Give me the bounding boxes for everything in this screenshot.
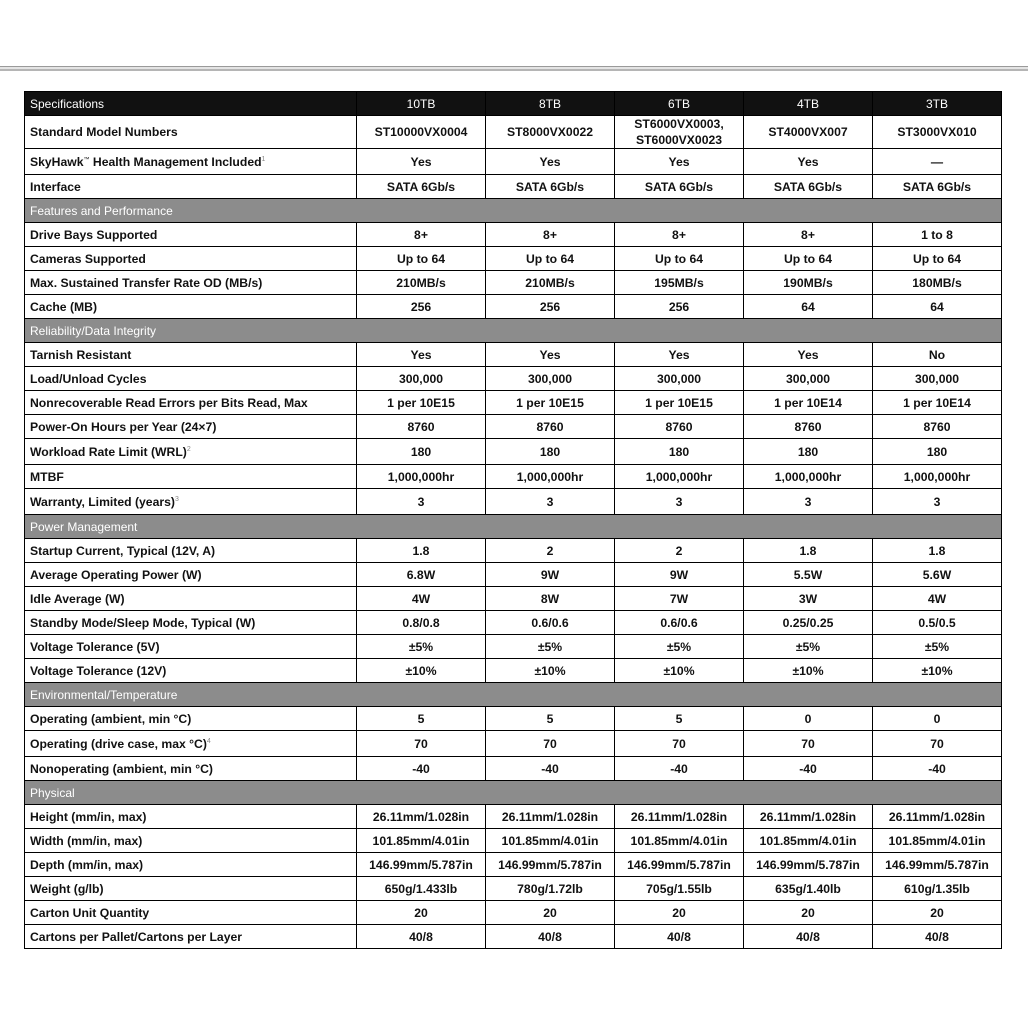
cell-value: 40/8	[873, 925, 1002, 949]
cell-value: 180	[357, 439, 486, 465]
cell-value: 210MB/s	[357, 271, 486, 295]
cell-value: 195MB/s	[615, 271, 744, 295]
cell-value: 256	[486, 295, 615, 319]
table-row	[25, 611, 1002, 635]
cell-value: SATA 6Gb/s	[615, 175, 744, 199]
cell-value: 20	[873, 901, 1002, 925]
cell-value: 180	[873, 439, 1002, 465]
header-row	[25, 92, 1002, 116]
cell-value: Yes	[486, 343, 615, 367]
cell-value: 146.99mm/5.787in	[873, 853, 1002, 877]
cell-value: 101.85mm/4.01in	[873, 829, 1002, 853]
label-text: Standby Mode/Sleep Mode, Typical (W)	[30, 615, 256, 630]
cell-value: Yes	[744, 149, 873, 175]
cell-value: 2	[615, 539, 744, 563]
footnote-mark: 4	[206, 737, 211, 745]
label-text: Voltage Tolerance (12V)	[30, 663, 167, 678]
row-label	[25, 925, 357, 949]
row-label	[25, 247, 357, 271]
cell-value: ±5%	[744, 635, 873, 659]
table-row	[25, 805, 1002, 829]
cell-value: 1,000,000hr	[744, 465, 873, 489]
cell-value: 5.5W	[744, 563, 873, 587]
section-header-row	[25, 515, 1002, 539]
label-text: Width (mm/in, max)	[30, 833, 143, 848]
table-row	[25, 415, 1002, 439]
cell-value: 1 per 10E15	[357, 391, 486, 415]
cell-value: 1,000,000hr	[486, 465, 615, 489]
model-line: ST6000VX0023	[635, 133, 723, 147]
row-label	[25, 539, 357, 563]
cell-value: Yes	[744, 343, 873, 367]
section-title: Power Management	[25, 515, 1002, 539]
row-label	[25, 901, 357, 925]
cell-value: 8+	[615, 223, 744, 247]
cell-value: Up to 64	[744, 247, 873, 271]
table-row	[25, 731, 1002, 757]
cell-value: 300,000	[615, 367, 744, 391]
cell-value: 1,000,000hr	[873, 465, 1002, 489]
label-text: Workload Rate Limit (WRL)	[30, 444, 187, 459]
label-text: Load/Unload Cycles	[30, 371, 147, 386]
section-title: Features and Performance	[25, 199, 1002, 223]
cell-value: 300,000	[744, 367, 873, 391]
cell-value: 8760	[357, 415, 486, 439]
cell-value: 705g/1.55lb	[615, 877, 744, 901]
cell-value: 0.8/0.8	[357, 611, 486, 635]
cell-value: 146.99mm/5.787in	[615, 853, 744, 877]
cell-value: 635g/1.40lb	[744, 877, 873, 901]
cell-value: 8W	[486, 587, 615, 611]
cell-value: 0.5/0.5	[873, 611, 1002, 635]
cell-value: 20	[744, 901, 873, 925]
cell-value: 40/8	[486, 925, 615, 949]
table-row	[25, 829, 1002, 853]
cell-value: 1.8	[744, 539, 873, 563]
cell-value: 40/8	[357, 925, 486, 949]
capacity-3tb: 3TB	[873, 92, 1002, 116]
footnote-mark: 3	[174, 495, 179, 503]
row-label	[25, 367, 357, 391]
cell-value: 8760	[744, 415, 873, 439]
row-label	[25, 563, 357, 587]
cell-value: ST10000VX0004	[357, 116, 486, 149]
cell-value: 1 per 10E14	[744, 391, 873, 415]
cell-value: 1 per 10E15	[615, 391, 744, 415]
label-text: Voltage Tolerance (5V)	[30, 639, 160, 654]
cell-value: 26.11mm/1.028in	[744, 805, 873, 829]
cell-value: 9W	[615, 563, 744, 587]
cell-value: 1.8	[357, 539, 486, 563]
table-row	[25, 391, 1002, 415]
cell-value: 0	[873, 707, 1002, 731]
table-row	[25, 489, 1002, 515]
cell-value: 5	[357, 707, 486, 731]
cell-value: ±5%	[615, 635, 744, 659]
label-text: SkyHawk	[30, 154, 84, 169]
table-row	[25, 757, 1002, 781]
section-title: Physical	[25, 781, 1002, 805]
table-row	[25, 116, 1002, 149]
cell-value: 70	[873, 731, 1002, 757]
table-row	[25, 271, 1002, 295]
cell-value: 256	[357, 295, 486, 319]
cell-value: 8760	[486, 415, 615, 439]
table-row	[25, 247, 1002, 271]
table-row	[25, 901, 1002, 925]
cell-value: 0.6/0.6	[486, 611, 615, 635]
cell-value: 146.99mm/5.787in	[744, 853, 873, 877]
capacity-6tb: 6TB	[615, 92, 744, 116]
row-label	[25, 465, 357, 489]
cell-value: Up to 64	[873, 247, 1002, 271]
cell-value: Up to 64	[615, 247, 744, 271]
cell-value: ±10%	[486, 659, 615, 683]
cell-value: Yes	[615, 149, 744, 175]
label-text: Idle Average (W)	[30, 591, 125, 606]
model-line: ST6000VX0003,	[634, 117, 724, 131]
table-row	[25, 465, 1002, 489]
cell-value: 26.11mm/1.028in	[615, 805, 744, 829]
cell-value: 7W	[615, 587, 744, 611]
cell-value: SATA 6Gb/s	[357, 175, 486, 199]
label-text: Depth (mm/in, max)	[30, 857, 144, 872]
cell-value: 20	[615, 901, 744, 925]
row-label	[25, 439, 357, 465]
cell-value: 610g/1.35lb	[873, 877, 1002, 901]
cell-value: 650g/1.433lb	[357, 877, 486, 901]
row-label	[25, 489, 357, 515]
cell-value: 4W	[357, 587, 486, 611]
table-row	[25, 853, 1002, 877]
row-label	[25, 611, 357, 635]
cell-value: 3W	[744, 587, 873, 611]
table-row	[25, 635, 1002, 659]
section-header-row	[25, 319, 1002, 343]
row-label	[25, 757, 357, 781]
label-text: Health Management Included	[89, 154, 262, 169]
cell-value: Up to 64	[486, 247, 615, 271]
cell-value: 1 to 8	[873, 223, 1002, 247]
table-row	[25, 223, 1002, 247]
cell-value: 70	[615, 731, 744, 757]
cell-value: Up to 64	[357, 247, 486, 271]
label-text: Operating (ambient, min °C)	[30, 711, 192, 726]
label-text: Warranty, Limited (years)	[30, 494, 175, 509]
row-label	[25, 295, 357, 319]
cell-value: 780g/1.72lb	[486, 877, 615, 901]
cell-value: Yes	[357, 149, 486, 175]
table-row	[25, 707, 1002, 731]
label-text: Nonoperating (ambient, min °C)	[30, 761, 213, 776]
label-text: Cache (MB)	[30, 299, 98, 314]
label-text: Max. Sustained Transfer Rate OD (MB/s)	[30, 275, 263, 290]
label-text: MTBF	[30, 469, 64, 484]
row-label	[25, 707, 357, 731]
capacity-10tb: 10TB	[357, 92, 486, 116]
section-header-row	[25, 781, 1002, 805]
table-row	[25, 587, 1002, 611]
table-row	[25, 295, 1002, 319]
capacity-4tb: 4TB	[744, 92, 873, 116]
cell-value: 2	[486, 539, 615, 563]
label-text: Operating (drive case, max °C)	[30, 736, 207, 751]
cell-value: 8760	[615, 415, 744, 439]
cell-value: 1 per 10E15	[486, 391, 615, 415]
section-header-row	[25, 199, 1002, 223]
row-label	[25, 829, 357, 853]
cell-value: 8760	[873, 415, 1002, 439]
cell-value: 180	[486, 439, 615, 465]
cell-value: 101.85mm/4.01in	[357, 829, 486, 853]
label-text: Carton Unit Quantity	[30, 905, 150, 920]
cell-value: ±10%	[615, 659, 744, 683]
row-label	[25, 271, 357, 295]
cell-value: 3	[615, 489, 744, 515]
cell-value: -40	[357, 757, 486, 781]
table-row	[25, 877, 1002, 901]
cell-value: 5.6W	[873, 563, 1002, 587]
table-row	[25, 175, 1002, 199]
row-label	[25, 805, 357, 829]
cell-value: 300,000	[873, 367, 1002, 391]
cell-value: —	[873, 149, 1002, 175]
spec-table	[24, 91, 1002, 949]
cell-value: 26.11mm/1.028in	[486, 805, 615, 829]
label-text: Drive Bays Supported	[30, 227, 158, 242]
cell-value: 300,000	[486, 367, 615, 391]
cell-value: 6.8W	[357, 563, 486, 587]
cell-value: 101.85mm/4.01in	[744, 829, 873, 853]
label-text: Power-On Hours per Year (24×7)	[30, 419, 217, 434]
cell-value: 180MB/s	[873, 271, 1002, 295]
label-text: Average Operating Power (W)	[30, 567, 202, 582]
capacity-8tb: 8TB	[486, 92, 615, 116]
cell-value: 70	[357, 731, 486, 757]
table-row	[25, 925, 1002, 949]
cell-value: 26.11mm/1.028in	[357, 805, 486, 829]
cell-value: 70	[486, 731, 615, 757]
cell-value: 8+	[357, 223, 486, 247]
section-title: Environmental/Temperature	[25, 683, 1002, 707]
cell-value: ±5%	[357, 635, 486, 659]
cell-value: 5	[486, 707, 615, 731]
cell-value: SATA 6Gb/s	[873, 175, 1002, 199]
cell-value: ±10%	[873, 659, 1002, 683]
cell-value: 256	[615, 295, 744, 319]
cell-value: 190MB/s	[744, 271, 873, 295]
trademark-mark: ™	[83, 156, 90, 163]
label-text: Cameras Supported	[30, 251, 146, 266]
cell-value: 146.99mm/5.787in	[357, 853, 486, 877]
cell-value: 101.85mm/4.01in	[615, 829, 744, 853]
cell-value: 20	[357, 901, 486, 925]
cell-value: 20	[486, 901, 615, 925]
row-label	[25, 223, 357, 247]
cell-value: 70	[744, 731, 873, 757]
cell-value: 101.85mm/4.01in	[486, 829, 615, 853]
cell-value: 146.99mm/5.787in	[486, 853, 615, 877]
row-label	[25, 149, 357, 175]
cell-value: 180	[615, 439, 744, 465]
cell-value: 64	[873, 295, 1002, 319]
cell-value: ±10%	[357, 659, 486, 683]
cell-value: 3	[873, 489, 1002, 515]
cell-value: 64	[744, 295, 873, 319]
cell-value: 8+	[486, 223, 615, 247]
table-row	[25, 659, 1002, 683]
cell-value: -40	[486, 757, 615, 781]
cell-value: 0.6/0.6	[615, 611, 744, 635]
label-text: Startup Current, Typical (12V, A)	[30, 543, 216, 558]
cell-value: 8+	[744, 223, 873, 247]
cell-value: Yes	[357, 343, 486, 367]
footnote-mark: 1	[261, 155, 266, 163]
row-label: Standard Model Numbers	[25, 116, 357, 149]
cell-value: Yes	[615, 343, 744, 367]
cell-value: 40/8	[615, 925, 744, 949]
cell-value: 40/8	[744, 925, 873, 949]
cell-value	[615, 116, 744, 149]
row-label	[25, 415, 357, 439]
row-label	[25, 877, 357, 901]
cell-value: 210MB/s	[486, 271, 615, 295]
table-row	[25, 563, 1002, 587]
top-rule	[0, 66, 1028, 71]
cell-value: ±10%	[744, 659, 873, 683]
row-label: Interface	[25, 175, 357, 199]
row-label	[25, 587, 357, 611]
cell-value: ST8000VX0022	[486, 116, 615, 149]
cell-value: SATA 6Gb/s	[744, 175, 873, 199]
label-text: Nonrecoverable Read Errors per Bits Read, Max	[30, 395, 308, 410]
table-row	[25, 149, 1002, 175]
label-text: Tarnish Resistant	[30, 347, 132, 362]
cell-value: 3	[744, 489, 873, 515]
cell-value: 1 per 10E14	[873, 391, 1002, 415]
header-label: Specifications	[25, 92, 357, 116]
cell-value: 300,000	[357, 367, 486, 391]
cell-value: SATA 6Gb/s	[486, 175, 615, 199]
cell-value: 3	[357, 489, 486, 515]
cell-value: -40	[744, 757, 873, 781]
table-row	[25, 539, 1002, 563]
cell-value: 4W	[873, 587, 1002, 611]
cell-value: 26.11mm/1.028in	[873, 805, 1002, 829]
row-label	[25, 635, 357, 659]
row-label	[25, 853, 357, 877]
label-text: Weight (g/lb)	[30, 881, 104, 896]
row-label	[25, 659, 357, 683]
cell-value: ±5%	[486, 635, 615, 659]
cell-value: Yes	[486, 149, 615, 175]
row-label	[25, 731, 357, 757]
table-row	[25, 343, 1002, 367]
label-text: Cartons per Pallet/Cartons per Layer	[30, 929, 242, 944]
cell-value: 180	[744, 439, 873, 465]
row-label	[25, 343, 357, 367]
table-row	[25, 367, 1002, 391]
row-label	[25, 391, 357, 415]
cell-value: 0.25/0.25	[744, 611, 873, 635]
label-text: Height (mm/in, max)	[30, 809, 147, 824]
section-header-row	[25, 683, 1002, 707]
cell-value: 9W	[486, 563, 615, 587]
cell-value: 5	[615, 707, 744, 731]
cell-value: 1,000,000hr	[615, 465, 744, 489]
section-title: Reliability/Data Integrity	[25, 319, 1002, 343]
cell-value: 0	[744, 707, 873, 731]
cell-value: ±5%	[873, 635, 1002, 659]
cell-value: 1.8	[873, 539, 1002, 563]
cell-value: ST3000VX010	[873, 116, 1002, 149]
cell-value: 1,000,000hr	[357, 465, 486, 489]
cell-value: -40	[873, 757, 1002, 781]
footnote-mark: 2	[186, 445, 191, 453]
cell-value: No	[873, 343, 1002, 367]
cell-value: ST4000VX007	[744, 116, 873, 149]
cell-value: 3	[486, 489, 615, 515]
table-row	[25, 439, 1002, 465]
cell-value: -40	[615, 757, 744, 781]
